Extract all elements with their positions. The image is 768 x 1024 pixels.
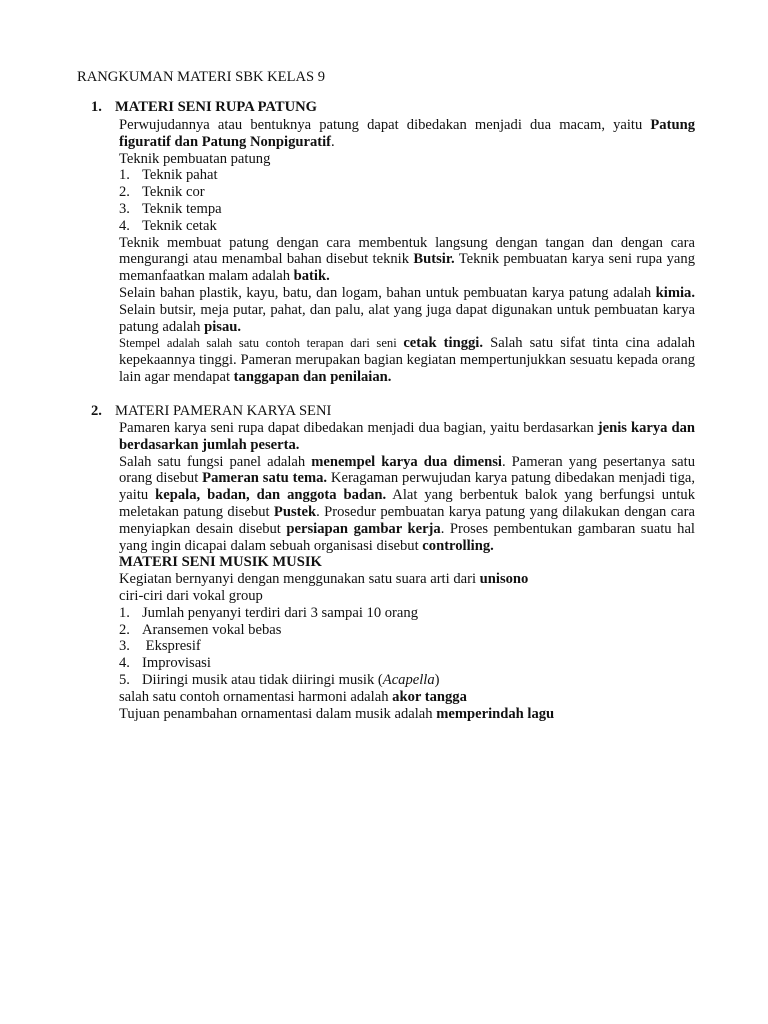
s1-paragraph-2 [119,235,695,285]
s1-p2-bold-butsir: Butsir. [413,251,455,268]
s2-p1-bold: jenis karya dan berdasarkan jumlah peserta. [119,420,695,453]
list-item-number: 3. [119,200,130,217]
list-item-text: Jumlah penyanyi terdiri dari 3 sampai 10 orang [142,604,418,621]
s1-p2-bold-batik: batik. [293,268,330,285]
s1-paragraph-4 [119,335,695,385]
s2-p1-text: Pamaren karya seni rupa dapat dibedakan menjadi dua bagian, yaitu berdasarkan [119,420,598,436]
teknik-label: Teknik pembuatan patung [119,150,271,167]
s3-p1-bold-unisono: unisono [479,571,529,588]
s2-p2-text-g: Alat yang berbentuk balok yang berfungsi untuk meletakan patung disebut [119,487,695,520]
document-title: RANGKUMAN MATERI SBK KELAS 9 [77,69,326,85]
teknik-list [119,167,695,234]
list-item-text: Teknik cor [142,184,205,201]
list-item-text: Ekspresif [142,638,201,655]
section-1-body [119,117,695,386]
s2-p2-text-i: . Prosedur pembuatan karya patung yang dilakukan dengan cara menyiapkan desain disebut [119,503,695,537]
list-item [119,218,695,235]
section-3-title: MATERI SENI MUSIK MUSIK [119,554,322,571]
s1-p4-text-2: Salah satu sifat tinta cina adalah kepekaannya tinggi. Pameran merupakan bagian kegiatan mempertunjukkan sesuatu kepada orang lain agar mendapat [119,335,695,385]
section-1-heading [91,99,317,116]
s3-paragraph-2 [119,689,695,706]
s2-p2-bold-h: Pustek [273,503,317,520]
section-2-number: 2. [91,403,102,419]
list-item-italic: Acapella [382,671,435,688]
s1-p4-bold-tanggapan: tanggapan dan penilaian. [233,368,392,385]
s3-p2-text: salah satu contoh ornamentasi harmoni adalah [119,688,393,705]
s1-p3-text-2: Selain butsir, meja putar, pahat, dan palu, alat yang juga dapat digunakan untuk pembuatan karya patung adalah [119,301,695,335]
s2-p2-bold-d: Pameran satu tema. [202,470,328,487]
section-3-heading [119,554,695,571]
s2-paragraph-1 [119,420,695,454]
s1-p3-bold-kimia: kimia. [655,284,695,301]
s1-p3-text: Selain bahan plastik, kayu, batu, dan logam, bahan untuk pembuatan karya patung adalah [119,284,656,301]
s2-p2-bold-f: kepala, badan, dan anggota badan. [155,487,387,504]
list-item [119,672,695,689]
ciri-list [119,605,695,689]
s1-p2-text: Teknik membuat patung dengan cara membentuk langsung dengan tangan dan dengan cara mengurangi atau menambal bahan disebut teknik [119,234,695,268]
s1-p2-text-2: Teknik pembuatan karya seni rupa yang memanfaatkan malam adalah [119,251,695,285]
list-item [119,638,695,655]
list-item-text-end: ) [434,671,440,688]
s1-p4-bold-cetak: cetak tinggi. [403,335,483,352]
list-item-number: 1. [119,604,130,621]
ciri-label: ciri-ciri dari vokal group [119,587,263,604]
s3-p3-text: Tujuan penambahan ornamentasi dalam musik adalah [119,705,437,722]
list-item [119,655,695,672]
list-item-text: Improvisasi [142,655,211,672]
s1-p3-bold-pisau: pisau. [204,318,242,335]
section-2-heading [91,403,331,420]
s2-p2-text-a: Salah satu fungsi panel adalah [119,453,312,470]
list-item-number: 5. [119,671,130,688]
section-2-body [119,420,695,722]
s1-paragraph-1 [119,117,695,151]
list-item-text: Teknik tempa [142,200,222,217]
s1-p1-bold: Patung figuratif dan Patung Nonpiguratif [119,117,695,150]
s1-p1-text: Perwujudannya atau bentuknya patung dapat dibedakan menjadi dua macam, yaitu [119,117,651,133]
s3-p2-bold: akor tangga [392,688,467,705]
list-item-text: Teknik pahat [142,167,218,184]
section-1-title: MATERI SENI RUPA PATUNG [115,99,318,115]
s3-p3-bold: memperindah lagu [436,705,555,722]
list-item-number: 2. [119,184,130,201]
list-item [119,167,695,184]
s2-paragraph-2 [119,454,695,555]
list-item-number: 3. [119,638,130,655]
s2-p2-text-e: Keragaman perwujudan karya patung dibedakan menjadi tiga, yaitu [119,470,695,504]
list-item-number: 2. [119,621,130,638]
s2-p2-text-k: . Proses pembentukan gambaran suatu hal yang ingin dicapai dalam sebuah organisasi disebut [119,520,695,554]
list-item [119,622,695,639]
s3-p1-text: Kegiatan bernyanyi dengan menggunakan satu suara arti dari [119,571,480,588]
list-item-number: 1. [119,167,130,184]
list-item-number: 4. [119,655,130,672]
list-item [119,605,695,622]
section-2-title: MATERI PAMERAN KARYA SENI [115,403,332,419]
s3-paragraph-3 [119,706,695,723]
s2-p2-bold-b: menempel karya dua dimensi [311,453,502,470]
list-item-number: 4. [119,217,130,234]
s1-p4-text: Stempel adalah salah satu contoh terapan dari seni [119,336,404,351]
list-item-text: Aransemen vokal bebas [142,621,282,638]
s2-p2-bold-j: persiapan gambar kerja [286,520,441,537]
s3-paragraph-1 [119,571,695,588]
list-item-text: Diiringi musik atau tidak diiringi musik ( [142,671,383,688]
list-item-text: Teknik cetak [142,217,217,234]
s1-p1-end: . [331,133,335,150]
list-item [119,184,695,201]
s2-p2-bold-l: controlling. [422,537,494,554]
s2-p2-text-c: . Pameran yang pesertanya satu orang disebut [119,453,695,487]
list-item [119,201,695,218]
s1-paragraph-3 [119,285,695,335]
section-1-number: 1. [91,99,102,115]
